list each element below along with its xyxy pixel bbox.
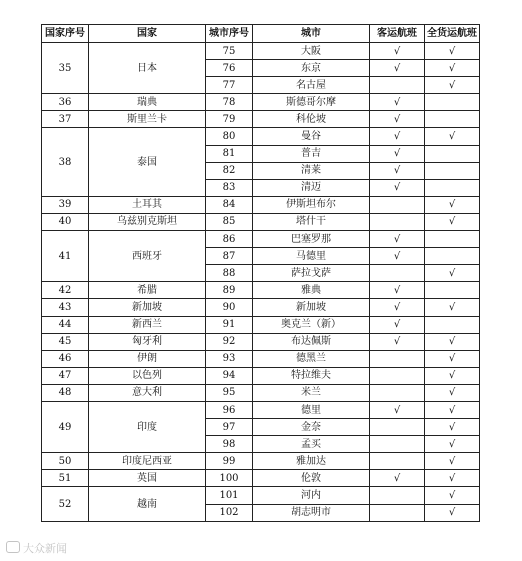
city-name-cell: 大阪 — [253, 43, 370, 60]
city-no-cell: 91 — [206, 316, 253, 333]
passenger-check-cell: √ — [370, 299, 425, 316]
cargo-check-cell: √ — [425, 401, 480, 418]
city-no-cell: 94 — [206, 367, 253, 384]
country-name-cell: 西班牙 — [89, 231, 206, 282]
city-name-cell: 塔什干 — [253, 213, 370, 230]
passenger-check-cell — [370, 77, 425, 94]
cargo-check-cell: √ — [425, 470, 480, 487]
passenger-check-cell: √ — [370, 43, 425, 60]
country-name-cell: 以色列 — [89, 367, 206, 384]
city-no-cell: 80 — [206, 128, 253, 145]
country-name-cell: 瑞典 — [89, 94, 206, 111]
country-name-cell: 伊朗 — [89, 350, 206, 367]
passenger-check-cell — [370, 196, 425, 213]
city-name-cell: 东京 — [253, 60, 370, 77]
city-no-cell: 99 — [206, 453, 253, 470]
country-name-cell: 斯里兰卡 — [89, 111, 206, 128]
passenger-check-cell — [370, 265, 425, 282]
city-name-cell: 萨拉戈萨 — [253, 265, 370, 282]
city-name-cell: 雅典 — [253, 282, 370, 299]
cargo-check-cell — [425, 282, 480, 299]
table-row — [42, 316, 480, 333]
city-no-cell: 101 — [206, 487, 253, 504]
city-no-cell: 95 — [206, 384, 253, 401]
table-row — [42, 43, 480, 60]
cargo-check-cell — [425, 111, 480, 128]
cargo-check-cell: √ — [425, 436, 480, 453]
city-name-cell: 斯德哥尔摩 — [253, 94, 370, 111]
passenger-check-cell — [370, 504, 425, 521]
cargo-check-cell: √ — [425, 43, 480, 60]
city-name-cell: 名古屋 — [253, 77, 370, 94]
passenger-check-cell: √ — [370, 470, 425, 487]
cargo-check-cell: √ — [425, 384, 480, 401]
table-row — [42, 333, 480, 350]
watermark — [6, 540, 67, 556]
table-row — [42, 128, 480, 145]
country-name-cell: 土耳其 — [89, 196, 206, 213]
table-row — [42, 282, 480, 299]
country-no-cell: 42 — [42, 282, 89, 299]
cargo-check-cell — [425, 145, 480, 162]
cargo-check-cell: √ — [425, 333, 480, 350]
city-no-cell: 87 — [206, 248, 253, 265]
cargo-check-cell — [425, 94, 480, 111]
city-name-cell: 布达佩斯 — [253, 333, 370, 350]
table-row — [42, 231, 480, 248]
cargo-check-cell: √ — [425, 504, 480, 521]
city-no-cell: 77 — [206, 77, 253, 94]
country-name-cell: 印度尼西亚 — [89, 453, 206, 470]
city-name-cell: 德里 — [253, 401, 370, 418]
cargo-check-cell: √ — [425, 196, 480, 213]
country-no-cell: 35 — [42, 43, 89, 94]
country-no-cell: 51 — [42, 470, 89, 487]
cargo-check-cell: √ — [425, 265, 480, 282]
passenger-check-cell — [370, 419, 425, 436]
city-no-cell: 102 — [206, 504, 253, 521]
city-name-cell: 曼谷 — [253, 128, 370, 145]
passenger-check-cell: √ — [370, 94, 425, 111]
city-name-cell: 胡志明市 — [253, 504, 370, 521]
country-no-cell: 46 — [42, 350, 89, 367]
passenger-check-cell: √ — [370, 248, 425, 265]
cargo-check-cell: √ — [425, 213, 480, 230]
city-no-cell: 85 — [206, 213, 253, 230]
country-name-cell: 印度 — [89, 401, 206, 452]
city-no-cell: 81 — [206, 145, 253, 162]
city-name-cell: 奥克兰（新） — [253, 316, 370, 333]
city-name-cell: 清迈 — [253, 179, 370, 196]
passenger-check-cell: √ — [370, 128, 425, 145]
city-name-cell: 雅加达 — [253, 453, 370, 470]
city-name-cell: 清莱 — [253, 162, 370, 179]
country-name-cell: 新加坡 — [89, 299, 206, 316]
city-no-cell: 75 — [206, 43, 253, 60]
cargo-check-cell: √ — [425, 350, 480, 367]
header-passenger-flights: 客运航班 — [370, 25, 425, 43]
country-no-cell: 47 — [42, 367, 89, 384]
cargo-check-cell — [425, 179, 480, 196]
city-name-cell: 普吉 — [253, 145, 370, 162]
cargo-check-cell: √ — [425, 419, 480, 436]
table-row — [42, 350, 480, 367]
table-header-row — [42, 25, 480, 43]
country-no-cell: 52 — [42, 487, 89, 521]
city-no-cell: 82 — [206, 162, 253, 179]
passenger-check-cell: √ — [370, 282, 425, 299]
country-name-cell: 意大利 — [89, 384, 206, 401]
country-name-cell: 越南 — [89, 487, 206, 521]
city-name-cell: 新加坡 — [253, 299, 370, 316]
city-no-cell: 76 — [206, 60, 253, 77]
country-name-cell: 新西兰 — [89, 316, 206, 333]
passenger-check-cell: √ — [370, 145, 425, 162]
country-name-cell: 日本 — [89, 43, 206, 94]
country-no-cell: 39 — [42, 196, 89, 213]
cargo-check-cell: √ — [425, 60, 480, 77]
country-no-cell: 43 — [42, 299, 89, 316]
city-no-cell: 88 — [206, 265, 253, 282]
country-no-cell: 36 — [42, 94, 89, 111]
cargo-check-cell — [425, 316, 480, 333]
passenger-check-cell: √ — [370, 231, 425, 248]
city-name-cell: 马德里 — [253, 248, 370, 265]
country-no-cell: 45 — [42, 333, 89, 350]
city-name-cell: 特拉维夫 — [253, 367, 370, 384]
table-row — [42, 401, 480, 418]
cargo-check-cell: √ — [425, 367, 480, 384]
city-name-cell: 伦敦 — [253, 470, 370, 487]
header-country-no: 国家序号 — [42, 25, 89, 43]
table-body — [42, 43, 480, 522]
header-city-no: 城市序号 — [206, 25, 253, 43]
city-no-cell: 84 — [206, 196, 253, 213]
country-name-cell: 英国 — [89, 470, 206, 487]
city-no-cell: 83 — [206, 179, 253, 196]
passenger-check-cell: √ — [370, 179, 425, 196]
country-no-cell: 44 — [42, 316, 89, 333]
city-name-cell: 伊斯坦布尔 — [253, 196, 370, 213]
passenger-check-cell: √ — [370, 60, 425, 77]
city-name-cell: 孟买 — [253, 436, 370, 453]
table-row — [42, 367, 480, 384]
city-no-cell: 89 — [206, 282, 253, 299]
cargo-check-cell: √ — [425, 77, 480, 94]
country-name-cell: 乌兹别克斯坦 — [89, 213, 206, 230]
passenger-check-cell: √ — [370, 111, 425, 128]
city-name-cell: 米兰 — [253, 384, 370, 401]
passenger-check-cell — [370, 384, 425, 401]
city-no-cell: 92 — [206, 333, 253, 350]
passenger-check-cell — [370, 487, 425, 504]
passenger-check-cell — [370, 350, 425, 367]
passenger-check-cell — [370, 453, 425, 470]
city-no-cell: 97 — [206, 419, 253, 436]
country-no-cell: 38 — [42, 128, 89, 196]
table-row — [42, 453, 480, 470]
table-row — [42, 111, 480, 128]
city-no-cell: 100 — [206, 470, 253, 487]
cargo-check-cell — [425, 248, 480, 265]
cargo-check-cell — [425, 231, 480, 248]
passenger-check-cell — [370, 367, 425, 384]
city-name-cell: 河内 — [253, 487, 370, 504]
passenger-check-cell: √ — [370, 333, 425, 350]
header-cargo-flights: 全货运航班 — [425, 25, 480, 43]
passenger-check-cell: √ — [370, 162, 425, 179]
country-no-cell: 48 — [42, 384, 89, 401]
city-no-cell: 79 — [206, 111, 253, 128]
city-name-cell: 德黑兰 — [253, 350, 370, 367]
country-no-cell: 41 — [42, 231, 89, 282]
city-no-cell: 98 — [206, 436, 253, 453]
cargo-check-cell: √ — [425, 487, 480, 504]
cargo-check-cell: √ — [425, 128, 480, 145]
country-name-cell: 泰国 — [89, 128, 206, 196]
table-row — [42, 213, 480, 230]
table-row — [42, 384, 480, 401]
cargo-check-cell: √ — [425, 453, 480, 470]
country-name-cell: 匈牙利 — [89, 333, 206, 350]
table-row — [42, 196, 480, 213]
watermark-text: 大众新闻 — [23, 542, 67, 555]
country-no-cell: 50 — [42, 453, 89, 470]
city-name-cell: 金奈 — [253, 419, 370, 436]
country-no-cell: 49 — [42, 401, 89, 452]
header-city: 城市 — [253, 25, 370, 43]
country-no-cell: 37 — [42, 111, 89, 128]
table-row — [42, 94, 480, 111]
cargo-check-cell: √ — [425, 299, 480, 316]
watermark-logo-icon — [6, 541, 20, 553]
city-name-cell: 科伦坡 — [253, 111, 370, 128]
country-name-cell: 希腊 — [89, 282, 206, 299]
table-row — [42, 299, 480, 316]
city-no-cell: 96 — [206, 401, 253, 418]
city-no-cell: 90 — [206, 299, 253, 316]
city-no-cell: 86 — [206, 231, 253, 248]
passenger-check-cell — [370, 213, 425, 230]
table-row — [42, 487, 480, 504]
city-no-cell: 78 — [206, 94, 253, 111]
city-name-cell: 巴塞罗那 — [253, 231, 370, 248]
passenger-check-cell: √ — [370, 316, 425, 333]
passenger-check-cell — [370, 436, 425, 453]
country-no-cell: 40 — [42, 213, 89, 230]
passenger-check-cell: √ — [370, 401, 425, 418]
flights-table — [41, 24, 480, 522]
table-row — [42, 470, 480, 487]
header-country: 国家 — [89, 25, 206, 43]
cargo-check-cell — [425, 162, 480, 179]
city-no-cell: 93 — [206, 350, 253, 367]
